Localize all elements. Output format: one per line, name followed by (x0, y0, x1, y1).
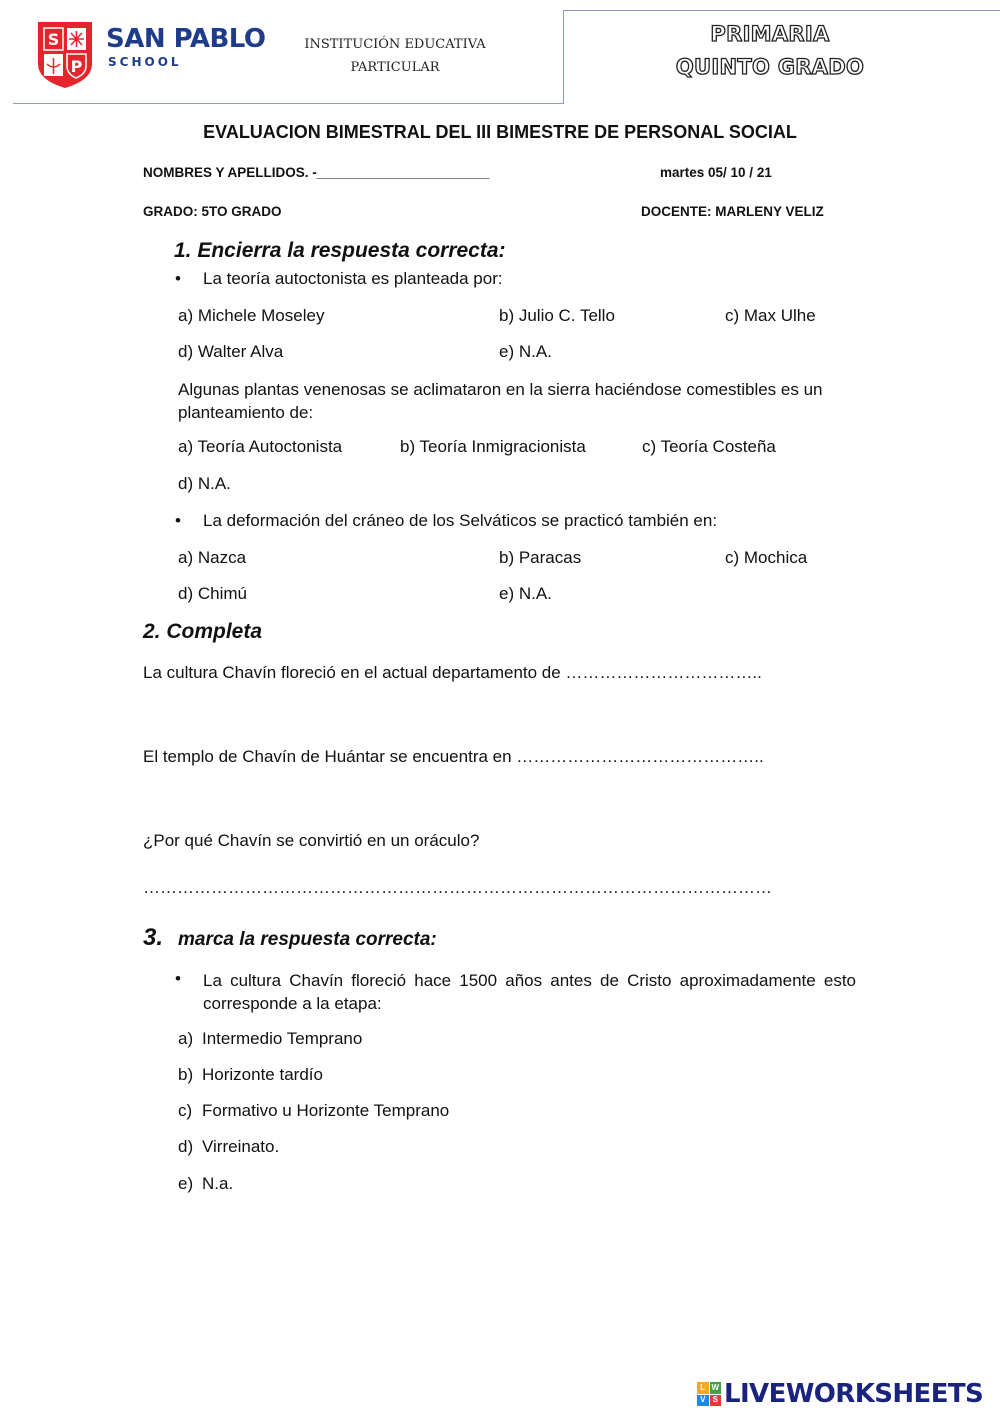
s3-option-c-letter: c) (178, 1101, 193, 1120)
lw-grid-cell: S (710, 1395, 722, 1407)
q1-question: La teoría autoctonista es planteada por: (203, 269, 503, 288)
page-title: EVALUACION BIMESTRAL DEL III BIMESTRE DE PERSONAL SOCIAL (203, 122, 797, 142)
s3-option-b-letter: b) (178, 1065, 194, 1084)
q3-option-d[interactable]: d) Chimú (178, 584, 247, 603)
grade-label: GRADO: 5TO GRADO (143, 204, 282, 219)
s3-option-a-letter: a) (178, 1029, 194, 1048)
logo-letter-p: P (70, 57, 83, 76)
liveworksheets-logo[interactable] (697, 1378, 983, 1410)
school-name: SAN PABLO (106, 24, 266, 54)
header-divider-vertical (563, 10, 564, 104)
exam-date: martes 05/ 10 / 21 (660, 165, 772, 180)
lw-grid-cell: V (697, 1395, 709, 1407)
header-divider-left (13, 103, 564, 104)
bullet-icon: • (175, 969, 181, 988)
q3-option-a[interactable]: a) Nazca (178, 548, 247, 567)
q1-option-e[interactable]: e) N.A. (499, 342, 552, 361)
q2-option-b[interactable]: b) Teoría Inmigracionista (400, 437, 586, 456)
q1-option-a[interactable]: a) Michele Moseley (178, 306, 325, 325)
logo-letter-s: S (47, 30, 60, 49)
q2-question: Algunas plantas venenosas se aclimataron en la sierra haciéndose comestibles es un planteamiento de: (178, 380, 823, 422)
teacher-label: DOCENTE: MARLENY VELIZ (641, 204, 824, 219)
school-subtitle: SCHOOL (108, 55, 182, 69)
q2-option-c[interactable]: c) Teoría Costeña (642, 437, 776, 456)
lw-grid-cell: L (697, 1382, 709, 1394)
q1-option-d[interactable]: d) Walter Alva (178, 342, 284, 361)
q1-option-c[interactable]: c) Max Ulhe (725, 306, 816, 325)
student-name-field[interactable]: NOMBRES Y APELLIDOS. -_______________________ (143, 165, 490, 180)
s3-option-e[interactable]: N.a. (202, 1174, 234, 1193)
q3-option-b[interactable]: b) Paracas (499, 548, 582, 567)
s3-option-c[interactable]: Formativo u Horizonte Temprano (202, 1101, 450, 1120)
section-1-heading: 1. Encierra la respuesta correcta: (174, 239, 506, 262)
s3-option-e-letter: e) (178, 1174, 194, 1193)
school-logo-shield (36, 20, 94, 90)
liveworksheets-wordmark: LIVEWORKSHEETS (724, 1379, 984, 1409)
section-3-heading: marca la respuesta correcta: (178, 929, 437, 950)
institution-line-2: PARTICULAR (350, 60, 440, 75)
oracle-question: ¿Por qué Chavín se convirtió en un oráculo? (143, 831, 480, 850)
oracle-answer-line[interactable]: ………………………………………………………………………………………………… (143, 878, 772, 897)
level-label (640, 18, 900, 84)
s3-option-a[interactable]: Intermedio Temprano (202, 1029, 363, 1048)
s3-option-b[interactable]: Horizonte tardío (202, 1065, 323, 1084)
level-line-1: PRIMARIA (710, 22, 830, 46)
q2-option-a[interactable]: a) Teoría Autoctonista (178, 437, 343, 456)
fill-in-department[interactable]: La cultura Chavín floreció en el actual departamento de …………………………….. (143, 663, 762, 682)
institution-label (290, 33, 500, 79)
q3-option-e[interactable]: e) N.A. (499, 584, 552, 603)
q1-option-b[interactable]: b) Julio C. Tello (499, 306, 615, 325)
header-divider-right (563, 10, 1000, 11)
bullet-icon: • (175, 269, 181, 288)
liveworksheets-grid-icon (697, 1382, 721, 1406)
bullet-icon: • (175, 511, 181, 530)
section-2-heading: 2. Completa (143, 620, 263, 643)
q3-question: La deformación del cráneo de los Selváticos se practicó también en: (203, 511, 718, 530)
lw-grid-cell: W (711, 1382, 720, 1392)
institution-line-1: INSTITUCIÓN EDUCATIVA (304, 37, 486, 52)
s3-question: La cultura Chavín floreció hace 1500 años antes de Cristo aproximadamente esto corresponde a la etapa: (203, 971, 856, 1013)
section-3-number: 3. (143, 924, 164, 951)
s3-option-d[interactable]: Virreinato. (202, 1137, 280, 1156)
fill-in-temple-location[interactable]: El templo de Chavín de Huántar se encuentra en …………………………………….. (143, 747, 764, 766)
level-line-2: QUINTO GRADO (675, 55, 865, 79)
q2-option-d[interactable]: d) N.A. (178, 474, 231, 493)
q3-option-c[interactable]: c) Mochica (725, 548, 808, 567)
s3-option-d-letter: d) (178, 1137, 194, 1156)
